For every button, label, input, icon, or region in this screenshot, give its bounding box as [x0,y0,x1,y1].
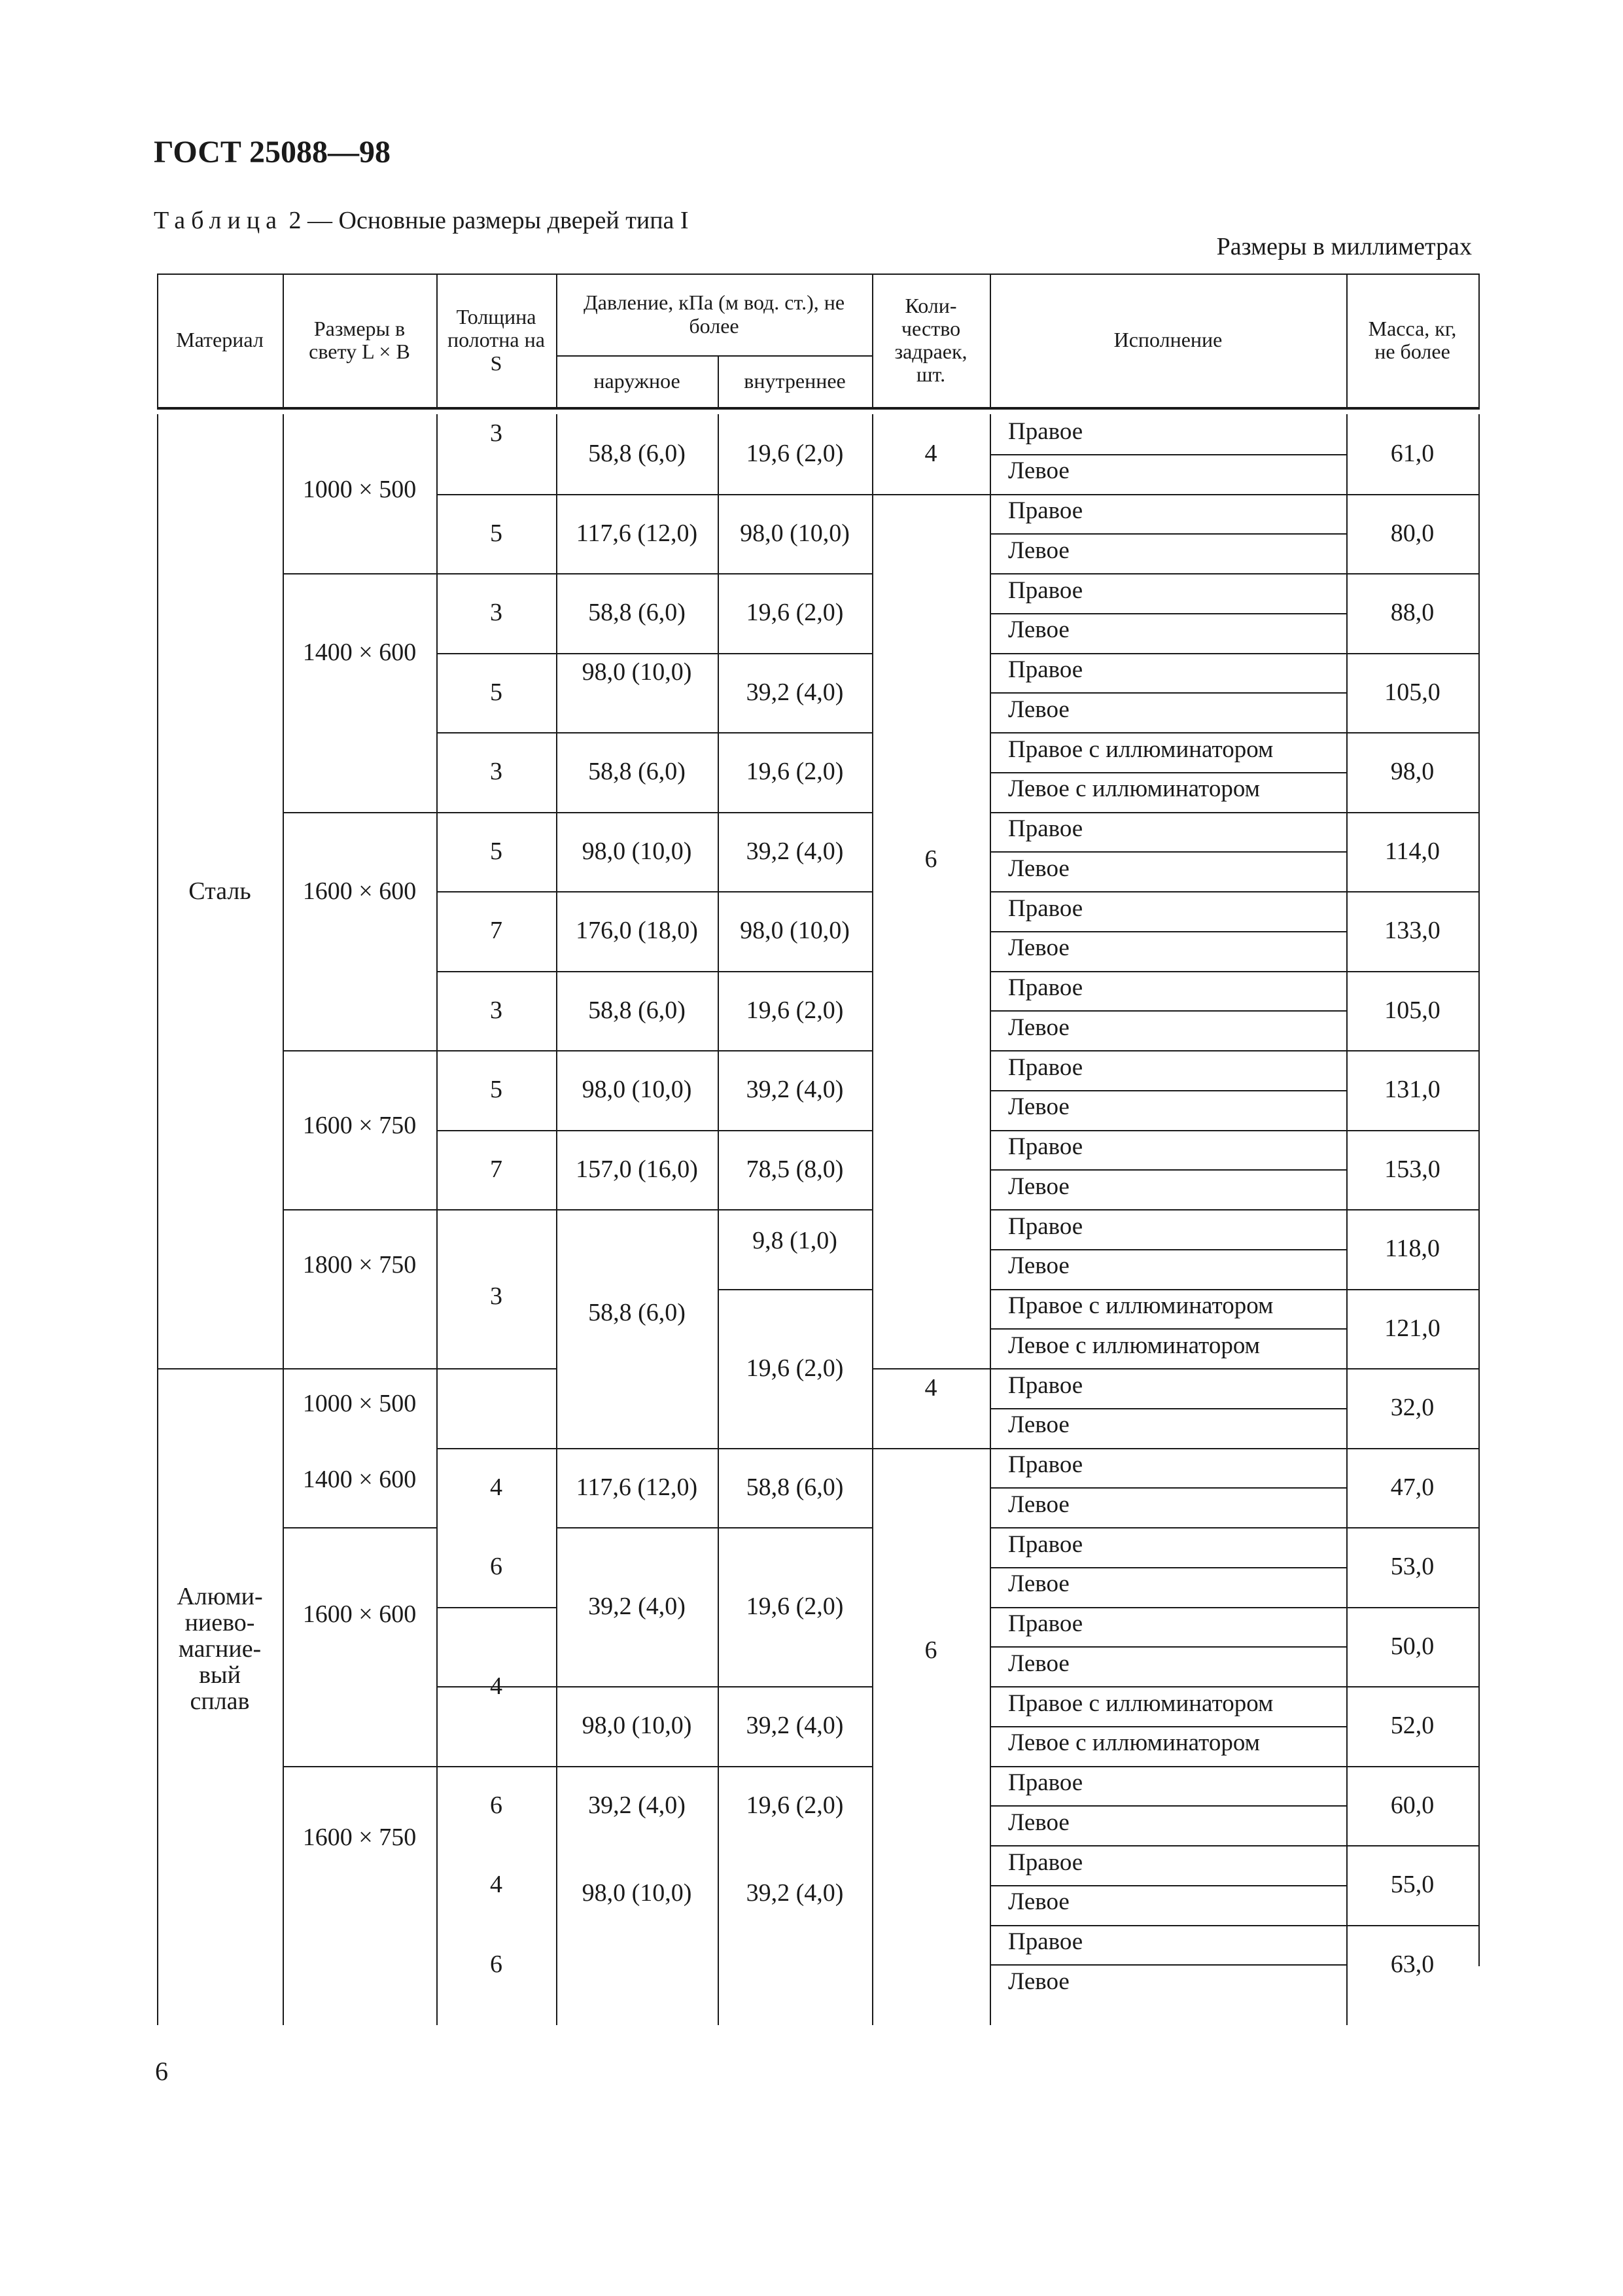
outer-pressure-cell: 117,6 (12,0) [576,519,698,547]
mass-cell: 63,0 [1390,1950,1435,1978]
thickness-cell: 5 [490,837,502,865]
execution-cell: Левое [1008,855,1070,882]
execution-cell: Правое [1008,1610,1083,1638]
mass-cell: 80,0 [1390,519,1435,547]
execution-cell: Правое [1008,576,1083,604]
size-cell: 1000 × 500 [302,476,417,504]
thickness-cell: 3 [490,758,502,786]
material-alloy: Алюми-ниево-магние-вый сплав [177,1583,263,1715]
execution-cell: Левое [1008,1888,1070,1916]
execution-cell: Правое [1008,1371,1083,1399]
outer-pressure-cell: 39,2 (4,0) [588,1791,686,1819]
latches-cell: 4 [924,440,937,468]
execution-cell: Левое [1008,1968,1070,1995]
execution-cell: Правое [1008,656,1083,684]
inner-pressure-cell: 19,6 (2,0) [746,996,844,1024]
execution-cell: Правое [1008,1451,1083,1479]
latches-cell: 6 [924,845,937,874]
mass-cell: 133,0 [1384,917,1440,945]
thickness-cell: 3 [490,599,502,627]
execution-cell: Левое с иллюминатором [1008,775,1261,803]
table-caption-label: Таблица [154,207,283,234]
inner-pressure-cell: 58,8 (6,0) [746,1473,844,1501]
thickness-cell: 6 [490,1553,502,1581]
header-bottom-rule [157,407,1480,410]
execution-cell: Правое [1008,1053,1083,1081]
inner-pressure-cell: 9,8 (1,0) [752,1227,837,1255]
table-caption-text: 2 — Основные размеры дверей типа I [288,207,689,234]
thickness-cell: 3 [490,996,502,1024]
outer-pressure-cell: 98,0 (10,0) [582,658,692,686]
execution-cell: Правое [1008,497,1083,525]
size-cell: 1400 × 600 [302,1465,417,1493]
outer-pressure-cell: 98,0 (10,0) [582,1879,692,1907]
inner-pressure-cell: 19,6 (2,0) [746,1354,844,1382]
execution-cell: Левое [1008,934,1070,962]
mass-cell: 118,0 [1384,1235,1440,1263]
mass-cell: 131,0 [1384,1076,1440,1104]
inner-pressure-cell: 19,6 (2,0) [746,1593,844,1621]
thickness-cell: 6 [490,1950,502,1978]
execution-cell: Левое [1008,1809,1070,1836]
mass-cell: 32,0 [1390,1394,1435,1422]
execution-cell: Левое [1008,1411,1070,1439]
page-number: 6 [155,2057,168,2086]
outer-pressure-cell: 98,0 (10,0) [582,1076,692,1104]
thickness-cell: 4 [490,1473,502,1501]
size-cell: 1000 × 500 [302,1390,417,1418]
thickness-cell: 3 [490,419,502,447]
header-latches: Коли-чество задраек, шт. [894,293,968,387]
mass-cell: 153,0 [1384,1155,1440,1183]
header-pressure-inner: внутреннее [744,368,846,393]
mass-cell: 52,0 [1390,1712,1435,1740]
inner-pressure-cell: 19,6 (2,0) [746,599,844,627]
inner-pressure-cell: 19,6 (2,0) [746,440,844,468]
inner-pressure-cell: 39,2 (4,0) [746,1879,844,1907]
execution-cell: Правое с иллюминатором [1008,1292,1274,1320]
outer-pressure-cell: 58,8 (6,0) [588,440,686,468]
thickness-cell: 5 [490,1076,502,1104]
execution-cell: Правое [1008,815,1083,843]
execution-cell: Правое [1008,1133,1083,1161]
table-right-rule [1478,414,1480,1966]
thickness-cell: 3 [490,1282,502,1311]
execution-cell: Правое [1008,974,1083,1002]
header-thickness: Толщина полотна на S [447,305,545,375]
header-pressure-outer: наружное [593,368,680,393]
mass-cell: 47,0 [1390,1473,1435,1501]
execution-cell: Правое [1008,894,1083,922]
outer-pressure-cell: 157,0 (16,0) [576,1155,698,1183]
execution-cell: Левое [1008,1093,1070,1121]
header-pressure: Давление, кПа (м вод. ст.), не более [583,291,845,338]
outer-pressure-cell: 98,0 (10,0) [582,837,692,865]
execution-cell: Левое [1008,696,1070,723]
execution-cell: Левое [1008,537,1070,564]
execution-cell: Правое [1008,1928,1083,1956]
outer-pressure-cell: 58,8 (6,0) [588,1298,686,1326]
inner-pressure-cell: 78,5 (8,0) [746,1155,844,1183]
execution-cell: Правое [1008,1848,1083,1876]
size-cell: 1600 × 600 [302,1600,417,1629]
mass-cell: 105,0 [1384,996,1440,1024]
execution-cell: Правое [1008,417,1083,445]
outer-pressure-cell: 176,0 (18,0) [576,917,698,945]
outer-pressure-cell: 58,8 (6,0) [588,758,686,786]
outer-pressure-cell: 39,2 (4,0) [588,1593,686,1621]
mass-cell: 50,0 [1390,1632,1435,1660]
outer-pressure-cell: 117,6 (12,0) [576,1473,698,1501]
inner-pressure-cell: 39,2 (4,0) [746,1712,844,1740]
material-steel: Сталь [188,877,251,905]
header-size: Размеры в свету L × B [309,316,410,363]
size-cell: 1400 × 600 [302,639,417,667]
mass-cell: 121,0 [1384,1314,1440,1342]
inner-pressure-cell: 19,6 (2,0) [746,758,844,786]
size-cell: 1600 × 750 [302,1823,417,1851]
execution-cell: Правое с иллюминатором [1008,735,1274,763]
thickness-cell: 5 [490,519,502,547]
execution-cell: Левое [1008,1014,1070,1041]
mass-cell: 55,0 [1390,1871,1435,1899]
execution-cell: Правое [1008,1530,1083,1558]
outer-pressure-cell: 98,0 (10,0) [582,1712,692,1740]
mass-cell: 61,0 [1390,440,1435,468]
size-cell: 1800 × 750 [302,1250,417,1279]
execution-cell: Левое [1008,616,1070,644]
latches-cell: 6 [924,1636,937,1665]
mass-cell: 53,0 [1390,1553,1435,1581]
mass-cell: 98,0 [1390,758,1435,786]
execution-cell: Левое [1008,1173,1070,1200]
thickness-cell: 4 [490,1672,502,1700]
header-mass: Масса, кг, не более [1368,316,1457,363]
execution-cell: Левое [1008,1650,1070,1677]
standard-title: ГОСТ 25088—98 [154,135,391,169]
mass-cell: 60,0 [1390,1791,1435,1819]
outer-pressure-cell: 58,8 (6,0) [588,599,686,627]
execution-cell: Правое [1008,1769,1083,1797]
mass-cell: 88,0 [1390,599,1435,627]
execution-cell: Правое [1008,1212,1083,1240]
mass-cell: 114,0 [1384,837,1440,865]
inner-pressure-cell: 19,6 (2,0) [746,1791,844,1819]
inner-pressure-cell: 39,2 (4,0) [746,837,844,865]
execution-cell: Правое с иллюминатором [1008,1689,1274,1717]
thickness-cell: 7 [490,1155,502,1183]
size-cell: 1600 × 600 [302,877,417,905]
execution-cell: Левое [1008,1570,1070,1598]
thickness-cell: 5 [490,678,502,706]
header-column-rule [1478,274,1480,407]
header-material: Материал [176,328,264,352]
thickness-cell: 7 [490,917,502,945]
execution-cell: Левое [1008,1252,1070,1280]
inner-pressure-cell: 39,2 (4,0) [746,1076,844,1104]
mass-cell: 105,0 [1384,678,1440,706]
units-note: Размеры в миллиметрах [1216,233,1472,260]
latches-cell: 4 [924,1374,937,1402]
thickness-cell: 6 [490,1791,502,1819]
execution-cell: Левое с иллюминатором [1008,1332,1261,1359]
header-execution: Исполнение [1113,328,1223,352]
execution-cell: Левое с иллюминатором [1008,1729,1261,1757]
inner-pressure-cell: 98,0 (10,0) [740,917,850,945]
execution-cell: Левое [1008,457,1070,485]
size-cell: 1600 × 750 [302,1112,417,1140]
inner-pressure-cell: 98,0 (10,0) [740,519,850,547]
outer-pressure-cell: 58,8 (6,0) [588,996,686,1024]
execution-cell: Левое [1008,1491,1070,1518]
thickness-cell: 4 [490,1871,502,1899]
inner-pressure-cell: 39,2 (4,0) [746,678,844,706]
